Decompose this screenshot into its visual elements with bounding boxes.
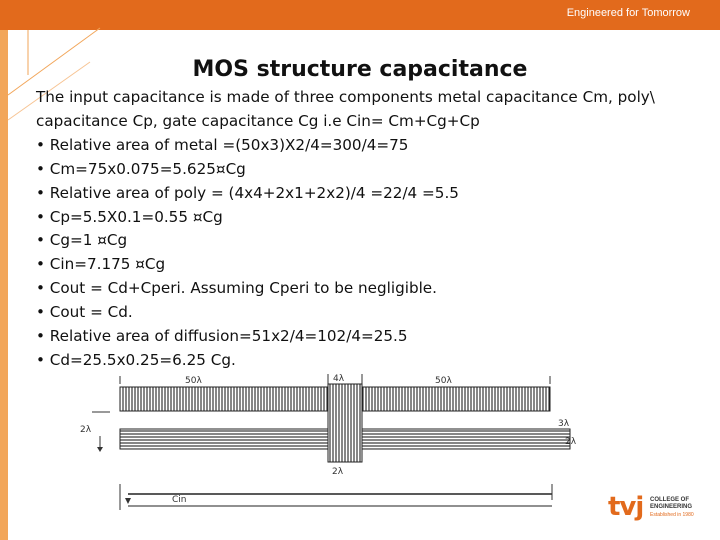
bullet-item: • Cout = Cd. <box>36 303 133 322</box>
bullet-item: • Cout = Cd+Cperi. Assuming Cperi to be negligible. <box>36 279 437 298</box>
bullet-item: • Relative area of metal =(50x3)X2/4=300/4=75 <box>36 135 409 154</box>
bullet-item: • Cin=7.175 ¤Cg <box>36 255 166 274</box>
slide-body <box>36 86 706 373</box>
dim-arrowhead <box>97 447 103 452</box>
dim-label-height: 2λ <box>80 425 92 435</box>
logo-line1: COLLEGE OF <box>650 497 689 503</box>
logo-text <box>650 497 692 511</box>
bullet-item: • Cd=25.5x0.25=6.25 Cg. <box>36 350 236 369</box>
logo-mark: tvj <box>608 492 644 522</box>
dim-label-right: 50λ <box>435 376 452 386</box>
slide-title: MOS structure capacitance <box>192 57 528 82</box>
logo-line2: ENGINEERING <box>650 504 693 510</box>
college-logo <box>608 492 708 526</box>
header-tagline: Engineered for Tomorrow <box>566 7 690 19</box>
bullet-item: • Cp=5.5X0.1=0.55 ¤Cg <box>36 207 223 226</box>
body-line: The input capacitance is made of three components metal capacitance Cm, poly\ <box>36 88 655 106</box>
logo-line3: Established in 1980 <box>650 512 694 518</box>
bullet-item: • Relative area of poly = (4x4+2x1+2x2)/4 =22/4 =5.5 <box>36 183 459 202</box>
dim-label-left: 50λ <box>185 376 202 386</box>
bullet-item: • Cm=75x0.075=5.625¤Cg <box>36 159 246 178</box>
cin-label: Cin <box>172 495 187 505</box>
dim-label-right-top: 3λ <box>558 419 570 429</box>
dim-label-mid: 4λ <box>333 374 345 384</box>
cin-arrowhead <box>125 498 131 504</box>
bullet-item: • Relative area of diffusion=51x2/4=102/4=25.5 <box>36 327 408 346</box>
bullet-item: • Cg=1 ¤Cg <box>36 231 128 250</box>
dim-label-gate: 2λ <box>332 467 344 477</box>
mos-structure-diagram <box>80 370 600 520</box>
body-line: capacitance Cp, gate capacitance Cg i.e Cin= Cm+Cg+Cp <box>36 111 480 130</box>
dim-label-right-bottom: 2λ <box>565 437 577 447</box>
poly-gate <box>328 384 362 462</box>
